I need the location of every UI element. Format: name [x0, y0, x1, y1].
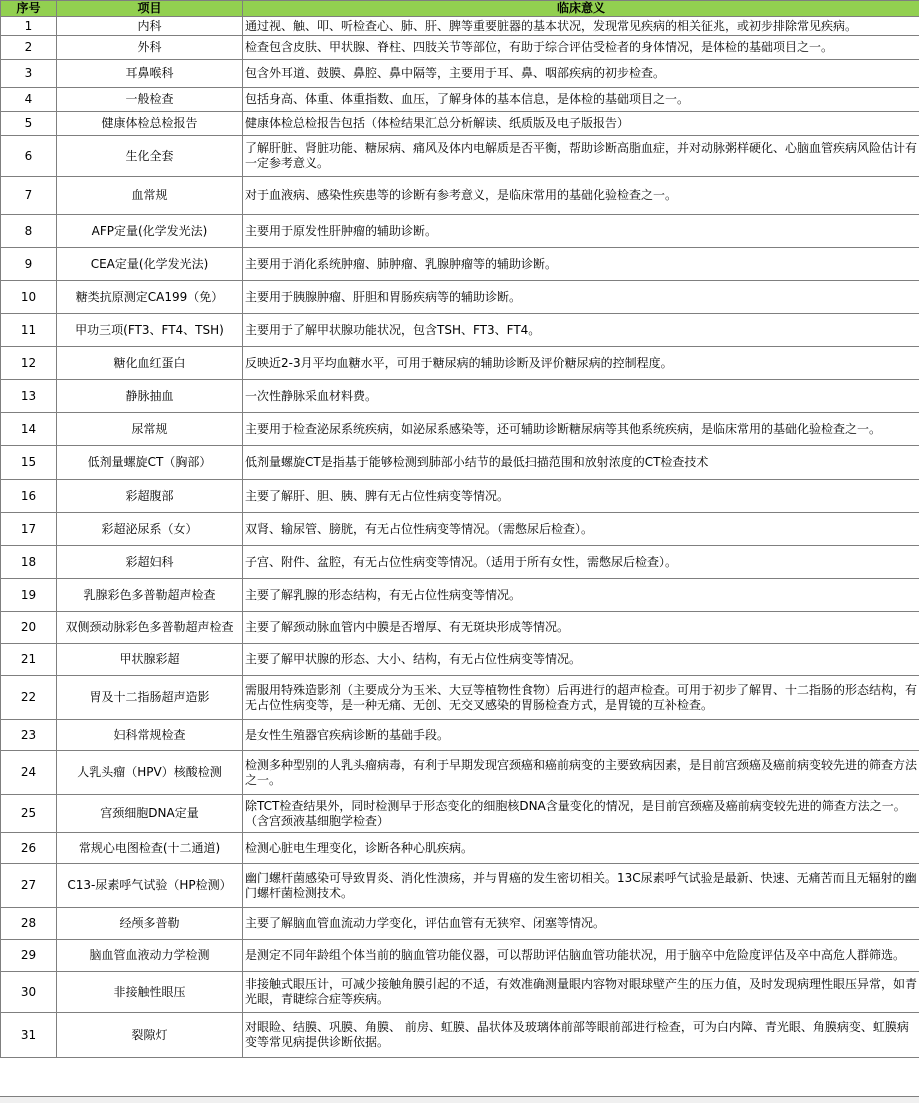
row-desc-cell[interactable]: 双肾、输尿管、膀胱，有无占位性病变等情况。（需憋尿后检查）。	[243, 513, 919, 546]
table-row	[1, 36, 919, 60]
table-row	[1, 908, 919, 940]
row-item-cell[interactable]: 内科	[57, 17, 243, 36]
row-desc-cell[interactable]: 是测定不同年龄组个体当前的脑血管功能仪器，可以帮助评估脑血管功能状况，用于脑卒中危险度评估及卒中高危人群筛选。	[243, 940, 919, 972]
row-desc-cell[interactable]: 主要了解肝、胆、胰、脾有无占位性病变等情况。	[243, 480, 919, 513]
table-row	[1, 546, 919, 579]
table-row	[1, 644, 919, 676]
row-number-cell[interactable]: 30	[1, 972, 57, 1013]
row-item-cell[interactable]: 血常规	[57, 177, 243, 215]
row-number-cell[interactable]: 26	[1, 833, 57, 864]
row-item-cell[interactable]: 静脉抽血	[57, 380, 243, 413]
row-item-cell[interactable]: 非接触性眼压	[57, 972, 243, 1013]
table-row	[1, 136, 919, 177]
table-row	[1, 314, 919, 347]
row-number-cell[interactable]: 21	[1, 644, 57, 676]
header-num[interactable]: 序号	[1, 1, 57, 17]
row-item-cell[interactable]: 人乳头瘤（HPV）核酸检测	[57, 751, 243, 795]
row-desc-cell[interactable]: 主要用于消化系统肿瘤、肺肿瘤、乳腺肿瘤等的辅助诊断。	[243, 248, 919, 281]
row-item-cell[interactable]: 常规心电图检查(十二通道)	[57, 833, 243, 864]
row-desc-cell[interactable]: 主要用于胰腺肿瘤、肝胆和胃肠疾病等的辅助诊断。	[243, 281, 919, 314]
table-row	[1, 347, 919, 380]
row-item-cell[interactable]: 甲状腺彩超	[57, 644, 243, 676]
row-desc-cell[interactable]: 一次性静脉采血材料费。	[243, 380, 919, 413]
row-number-cell[interactable]: 20	[1, 612, 57, 644]
table-row	[1, 579, 919, 612]
row-item-cell[interactable]: 一般检查	[57, 88, 243, 112]
row-number-cell[interactable]: 2	[1, 36, 57, 60]
row-desc-cell[interactable]: 包括身高、体重、体重指数、血压，了解身体的基本信息，是体检的基础项目之一。	[243, 88, 919, 112]
table-row	[1, 612, 919, 644]
row-desc-cell[interactable]: 对于血液病、感染性疾患等的诊断有参考意义，是临床常用的基础化验检查之一。	[243, 177, 919, 215]
row-number-cell[interactable]: 1	[1, 17, 57, 36]
row-item-cell[interactable]: 双侧颈动脉彩色多普勒超声检查	[57, 612, 243, 644]
row-item-cell[interactable]: 糖类抗原测定CA199（免）	[57, 281, 243, 314]
table-row	[1, 864, 919, 908]
row-number-cell[interactable]: 31	[1, 1013, 57, 1058]
row-desc-cell[interactable]: 主要了解乳腺的形态结构，有无占位性病变等情况。	[243, 579, 919, 612]
row-number-cell[interactable]: 17	[1, 513, 57, 546]
table-row	[1, 972, 919, 1013]
row-desc-cell[interactable]: 检测多种型别的人乳头瘤病毒，有利于早期发现宫颈癌和癌前病变的主要致病因素，是目前宫颈癌及癌前病变较先进的筛查方法之一。	[243, 751, 919, 795]
row-number-cell[interactable]: 15	[1, 446, 57, 480]
row-item-cell[interactable]: 乳腺彩色多普勒超声检查	[57, 579, 243, 612]
row-desc-cell[interactable]: 主要用于检查泌尿系统疾病，如泌尿系感染等，还可辅助诊断糖尿病等其他系统疾病，是临床常用的基础化验检查之一。	[243, 413, 919, 446]
table-row	[1, 676, 919, 720]
row-desc-cell[interactable]: 主要了解脑血管血流动力学变化，评估血管有无狭窄、闭塞等情况。	[243, 908, 919, 940]
row-item-cell[interactable]: 胃及十二指肠超声造影	[57, 676, 243, 720]
row-number-cell[interactable]: 6	[1, 136, 57, 177]
row-item-cell[interactable]: 糖化血红蛋白	[57, 347, 243, 380]
row-number-cell[interactable]: 27	[1, 864, 57, 908]
row-desc-cell[interactable]: 反映近2-3月平均血糖水平，可用于糖尿病的辅助诊断及评价糖尿病的控制程度。	[243, 347, 919, 380]
row-item-cell[interactable]: 低剂量螺旋CT（胸部）	[57, 446, 243, 480]
table-row	[1, 112, 919, 136]
row-item-cell[interactable]: 宫颈细胞DNA定量	[57, 795, 243, 833]
row-number-cell[interactable]: 9	[1, 248, 57, 281]
row-item-cell[interactable]: 外科	[57, 36, 243, 60]
row-desc-cell[interactable]: 子宫、附件、盆腔，有无占位性病变等情况。（适用于所有女性，需憋尿后检查）。	[243, 546, 919, 579]
row-number-cell[interactable]: 8	[1, 215, 57, 248]
table-row	[1, 446, 919, 480]
table-row	[1, 720, 919, 751]
row-desc-cell[interactable]: 主要用于了解甲状腺功能状况，包含TSH、FT3、FT4。	[243, 314, 919, 347]
row-item-cell[interactable]: AFP定量(化学发光法)	[57, 215, 243, 248]
row-desc-cell[interactable]: 对眼睑、结膜、巩膜、角膜、 前房、虹膜、晶状体及玻璃体前部等眼前部进行检查，可为白内障、青光眼、角膜病变、虹膜病变等常见病提供诊断依据。	[243, 1013, 919, 1058]
row-desc-cell[interactable]: 非接触式眼压计，可减少接触角膜引起的不适，有效准确测量眼内容物对眼球壁产生的压力值，及时发现病理性眼压异常，如青光眼，青睫综合症等疾病。	[243, 972, 919, 1013]
row-number-cell[interactable]: 10	[1, 281, 57, 314]
row-desc-cell[interactable]: 幽门螺杆菌感染可导致胃炎、消化性溃疡，并与胃癌的发生密切相关。13C尿素呼气试验是最新、快速、无痛苦而且无辐射的幽门螺杆菌检测技术。	[243, 864, 919, 908]
table-row	[1, 1013, 919, 1058]
table-row	[1, 17, 919, 36]
table-body	[1, 17, 919, 1058]
row-item-cell[interactable]: 裂隙灯	[57, 1013, 243, 1058]
row-item-cell[interactable]: 尿常规	[57, 413, 243, 446]
table-row	[1, 248, 919, 281]
row-desc-cell[interactable]: 了解肝脏、肾脏功能、糖尿病、痛风及体内电解质是否平衡，帮助诊断高脂血症，并对动脉粥样硬化、心脑血管疾病风险估计有一定参考意义。	[243, 136, 919, 177]
table-row	[1, 751, 919, 795]
row-number-cell[interactable]: 28	[1, 908, 57, 940]
row-number-cell[interactable]: 18	[1, 546, 57, 579]
row-number-cell[interactable]: 29	[1, 940, 57, 972]
table-row	[1, 940, 919, 972]
table-row	[1, 60, 919, 88]
row-number-cell[interactable]: 11	[1, 314, 57, 347]
row-number-cell[interactable]: 14	[1, 413, 57, 446]
row-desc-cell[interactable]: 是女性生殖器官疾病诊断的基础手段。	[243, 720, 919, 751]
table-row	[1, 177, 919, 215]
row-item-cell[interactable]: 彩超泌尿系（女）	[57, 513, 243, 546]
row-number-cell[interactable]: 7	[1, 177, 57, 215]
table-row	[1, 281, 919, 314]
row-item-cell[interactable]: 生化全套	[57, 136, 243, 177]
row-desc-cell[interactable]: 主要了解甲状腺的形态、大小、结构，有无占位性病变等情况。	[243, 644, 919, 676]
row-item-cell[interactable]: 耳鼻喉科	[57, 60, 243, 88]
row-number-cell[interactable]: 19	[1, 579, 57, 612]
row-item-cell[interactable]: 健康体检总检报告	[57, 112, 243, 136]
row-number-cell[interactable]: 25	[1, 795, 57, 833]
row-desc-cell[interactable]: 检查包含皮肤、甲状腺、脊柱、四肢关节等部位，有助于综合评估受检者的身体情况，是体检的基础项目之一。	[243, 36, 919, 60]
row-number-cell[interactable]: 3	[1, 60, 57, 88]
row-item-cell[interactable]: 甲功三项(FT3、FT4、TSH)	[57, 314, 243, 347]
table-row	[1, 380, 919, 413]
row-desc-cell[interactable]: 检测心脏电生理变化，诊断各种心肌疾病。	[243, 833, 919, 864]
row-number-cell[interactable]: 16	[1, 480, 57, 513]
row-number-cell[interactable]: 24	[1, 751, 57, 795]
row-number-cell[interactable]: 5	[1, 112, 57, 136]
row-desc-cell[interactable]: 需服用特殊造影剂（主要成分为玉米、大豆等植物性食物）后再进行的超声检查。可用于初步了解胃、十二指肠的形态结构，有无占位性病变等，是一种无痛、无创、无交叉感染的胃肠检查方式，是胃镜的互补检查。	[243, 676, 919, 720]
table-row	[1, 513, 919, 546]
row-item-cell[interactable]: CEA定量(化学发光法)	[57, 248, 243, 281]
table-row	[1, 833, 919, 864]
row-number-cell[interactable]: 23	[1, 720, 57, 751]
row-desc-cell[interactable]: 包含外耳道、鼓膜、鼻腔、鼻中隔等，主要用于耳、鼻、咽部疾病的初步检查。	[243, 60, 919, 88]
row-number-cell[interactable]: 22	[1, 676, 57, 720]
row-desc-cell[interactable]: 健康体检总检报告包括（体检结果汇总分析解读、纸质版及电子版报告）	[243, 112, 919, 136]
table-row	[1, 795, 919, 833]
row-desc-cell[interactable]: 通过视、触、叩、听检查心、肺、肝、脾等重要脏器的基本状况，发现常见疾病的相关征兆，或初步排除常见疾病。	[243, 17, 919, 36]
table-row	[1, 215, 919, 248]
row-number-cell[interactable]: 13	[1, 380, 57, 413]
row-item-cell[interactable]: 妇科常规检查	[57, 720, 243, 751]
row-item-cell[interactable]: 脑血管血液动力学检测	[57, 940, 243, 972]
table-row	[1, 413, 919, 446]
header-desc[interactable]: 临床意义	[243, 1, 919, 17]
header-row	[1, 1, 919, 17]
row-number-cell[interactable]: 12	[1, 347, 57, 380]
header-item[interactable]: 项目	[57, 1, 243, 17]
row-desc-cell[interactable]: 主要用于原发性肝肿瘤的辅助诊断。	[243, 215, 919, 248]
row-desc-cell[interactable]: 除TCT检查结果外，同时检测早于形态变化的细胞核DNA含量变化的情况，是目前宫颈癌及癌前病变较先进的筛查方法之一。（含宫颈液基细胞学检查）	[243, 795, 919, 833]
row-item-cell[interactable]: 经颅多普勒	[57, 908, 243, 940]
row-item-cell[interactable]: C13-尿素呼气试验（HP检测）	[57, 864, 243, 908]
row-item-cell[interactable]: 彩超腹部	[57, 480, 243, 513]
row-desc-cell[interactable]: 主要了解颈动脉血管内中膜是否增厚、有无斑块形成等情况。	[243, 612, 919, 644]
row-desc-cell[interactable]: 低剂量螺旋CT是指基于能够检测到肺部小结节的最低扫描范围和放射浓度的CT检查技术	[243, 446, 919, 480]
table-row	[1, 88, 919, 112]
table-row	[1, 480, 919, 513]
row-number-cell[interactable]: 4	[1, 88, 57, 112]
row-item-cell[interactable]: 彩超妇科	[57, 546, 243, 579]
